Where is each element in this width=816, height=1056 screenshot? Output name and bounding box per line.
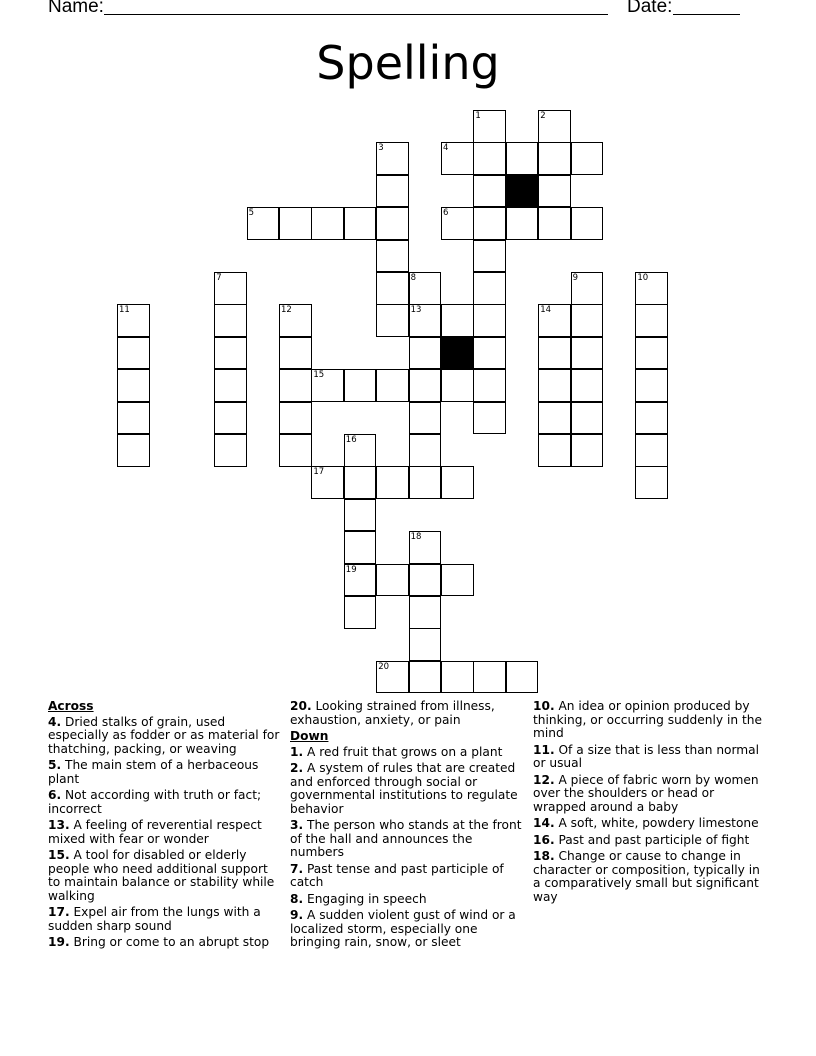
clue-item	[533, 834, 767, 848]
grid-cell[interactable]	[441, 304, 474, 337]
clue-text: A system of rules that are created and enforced through social or governmental institutions to regulate behavior	[290, 761, 518, 816]
clue-item	[48, 789, 282, 816]
grid-cell[interactable]	[376, 304, 409, 337]
grid-cell[interactable]	[635, 434, 668, 467]
clue-text: A soft, white, powdery limestone	[554, 816, 759, 830]
grid-cell[interactable]	[344, 564, 377, 597]
date-label: Date:	[627, 0, 673, 17]
grid-cell[interactable]	[571, 369, 604, 402]
clue-number-label: 15.	[48, 848, 70, 862]
clue-column-3	[533, 700, 767, 907]
grid-cell[interactable]	[279, 207, 312, 240]
grid-cell[interactable]	[279, 402, 312, 435]
clue-number-label: 10.	[533, 699, 555, 713]
grid-cell[interactable]	[571, 304, 604, 337]
grid-cell[interactable]	[279, 369, 312, 402]
grid-cell[interactable]	[117, 337, 150, 370]
clue-number: 15	[313, 370, 325, 381]
grid-cell[interactable]	[538, 304, 571, 337]
grid-cell[interactable]	[473, 175, 506, 208]
clue-item	[290, 863, 524, 890]
grid-cell[interactable]	[635, 466, 668, 499]
worksheet-header	[0, 0, 816, 24]
grid-cell[interactable]	[635, 272, 668, 305]
grid-cell[interactable]	[506, 207, 539, 240]
grid-cell[interactable]	[409, 402, 442, 435]
clue-number: 11	[119, 305, 130, 316]
grid-cell[interactable]	[571, 142, 604, 175]
clue-number-label: 13.	[48, 818, 70, 832]
clue-text: A tool for disabled or elderly people who need additional support to maintain balance or stability while walking	[48, 848, 275, 903]
clue-item	[290, 762, 524, 816]
grid-cell[interactable]	[473, 661, 506, 694]
grid-cell[interactable]	[376, 369, 409, 402]
grid-cell[interactable]	[214, 272, 247, 305]
grid-cell[interactable]	[571, 434, 604, 467]
across-heading: Across	[48, 699, 94, 713]
grid-cell[interactable]	[635, 369, 668, 402]
grid-cell[interactable]	[538, 402, 571, 435]
grid-cell[interactable]	[214, 304, 247, 337]
grid-cell[interactable]	[344, 434, 377, 467]
clue-number: 6	[443, 208, 449, 219]
grid-cell[interactable]	[473, 304, 506, 337]
grid-cell[interactable]	[344, 596, 377, 629]
grid-cell[interactable]	[117, 434, 150, 467]
grid-cell[interactable]	[538, 337, 571, 370]
grid-cell[interactable]	[409, 337, 442, 370]
grid-cell[interactable]	[311, 466, 344, 499]
clue-column-1	[48, 700, 282, 953]
grid-cell[interactable]	[473, 337, 506, 370]
grid-block	[506, 175, 539, 208]
grid-cell[interactable]	[441, 207, 474, 240]
clue-number-label: 20.	[290, 699, 312, 713]
clue-item	[48, 819, 282, 846]
clue-number: 4	[443, 143, 449, 154]
grid-cell[interactable]	[441, 661, 474, 694]
grid-cell[interactable]	[117, 304, 150, 337]
clue-number: 10	[637, 273, 649, 283]
grid-cell[interactable]	[441, 369, 474, 402]
grid-cell[interactable]	[376, 564, 409, 597]
grid-cell[interactable]	[344, 499, 377, 532]
clue-item	[48, 936, 282, 950]
grid-cell[interactable]	[279, 434, 312, 467]
grid-cell[interactable]	[409, 628, 442, 661]
clue-number: 12	[281, 305, 292, 316]
grid-cell[interactable]	[473, 110, 506, 143]
grid-cell[interactable]	[409, 466, 442, 499]
grid-cell[interactable]	[214, 337, 247, 370]
clue-item	[290, 819, 524, 860]
grid-cell[interactable]	[214, 369, 247, 402]
clue-text: Dried stalks of grain, used especially as fodder or as material for thatching, packing, or weaving	[48, 714, 280, 756]
grid-cell[interactable]	[538, 175, 571, 208]
clue-text: Looking strained from illness, exhaustion, anxiety, or pain	[290, 699, 495, 727]
clue-item	[533, 817, 767, 831]
grid-cell[interactable]	[311, 207, 344, 240]
clue-item	[290, 700, 524, 727]
grid-cell[interactable]	[506, 142, 539, 175]
grid-cell[interactable]	[571, 402, 604, 435]
grid-cell[interactable]	[279, 337, 312, 370]
grid-cell[interactable]	[214, 402, 247, 435]
name-field[interactable]	[104, 14, 608, 15]
grid-cell[interactable]	[344, 466, 377, 499]
grid-cell[interactable]	[635, 304, 668, 337]
clue-number: 9	[572, 273, 579, 283]
grid-cell[interactable]	[473, 272, 506, 305]
clue-text: Bring or come to an abrupt stop	[69, 935, 270, 949]
clue-number: 16	[345, 435, 357, 445]
clue-text: Not according with truth or fact; incorrect	[48, 788, 262, 816]
clue-number-label: 6.	[48, 788, 62, 802]
grid-cell[interactable]	[473, 240, 506, 273]
grid-cell[interactable]	[311, 369, 344, 402]
clue-number: 14	[540, 305, 552, 316]
clue-number: 19	[345, 564, 357, 575]
grid-cell[interactable]	[473, 207, 506, 240]
clue-number: 17	[313, 467, 325, 478]
clue-text: Past and past participle of fight	[554, 832, 750, 847]
clue-text: A feeling of reverential respect mixed with fear or wonder	[48, 818, 262, 846]
clue-number: 20	[378, 661, 390, 672]
grid-cell[interactable]	[409, 434, 442, 467]
clue-number-label: 14.	[533, 816, 555, 830]
grid-block	[441, 337, 474, 370]
clue-item	[48, 716, 282, 757]
grid-cell[interactable]	[538, 369, 571, 402]
name-label: Name:	[48, 0, 104, 17]
clue-number-label: 9.	[290, 908, 304, 922]
clue-item	[290, 909, 524, 950]
clue-item	[290, 746, 524, 760]
clue-text: The main stem of a herbaceous plant	[48, 758, 259, 786]
clue-number-label: 1.	[290, 744, 304, 759]
clue-number-label: 19.	[48, 935, 70, 949]
grid-cell[interactable]	[279, 304, 312, 337]
grid-cell[interactable]	[538, 434, 571, 467]
clue-item	[533, 850, 767, 904]
clue-number: 5	[248, 208, 255, 219]
clue-number: 1	[475, 111, 481, 121]
clue-item	[48, 849, 282, 903]
grid-cell[interactable]	[247, 207, 280, 240]
clue-number: 3	[378, 143, 384, 154]
clue-number-label: 16.	[533, 832, 555, 847]
grid-cell[interactable]	[506, 661, 539, 694]
grid-cell[interactable]	[538, 110, 571, 143]
clue-number: 2	[540, 111, 546, 121]
grid-cell[interactable]	[344, 369, 377, 402]
clue-number-label: 11.	[533, 742, 555, 757]
clue-number: 8	[410, 273, 417, 283]
clue-text: Change or cause to change in character or composition, typically in a comparatively small but significant way	[533, 849, 760, 904]
grid-cell[interactable]	[409, 272, 442, 305]
clue-item	[290, 893, 524, 907]
clue-text: A sudden violent gust of wind or a localized storm, especially one bringing rain, snow, or sleet	[290, 908, 516, 949]
grid-cell[interactable]	[441, 466, 474, 499]
clue-number-label: 12.	[533, 772, 555, 787]
date-field[interactable]	[673, 14, 740, 15]
grid-cell[interactable]	[473, 142, 506, 175]
grid-cell[interactable]	[376, 661, 409, 694]
clue-item	[48, 906, 282, 933]
clue-text: An idea or opinion produced by thinking, or occurring suddenly in the mind	[533, 699, 762, 740]
grid-cell[interactable]	[409, 596, 442, 629]
grid-cell[interactable]	[409, 564, 442, 597]
grid-cell[interactable]	[538, 207, 571, 240]
grid-cell[interactable]	[409, 661, 442, 694]
clue-number: 13	[410, 305, 422, 316]
grid-cell[interactable]	[344, 531, 377, 564]
clue-item	[533, 700, 767, 741]
grid-cell[interactable]	[409, 369, 442, 402]
clue-text: The person who stands at the front of the hall and announces the numbers	[290, 818, 522, 859]
clue-item	[533, 744, 767, 771]
clue-text: Expel air from the lungs with a sudden sharp sound	[48, 905, 261, 933]
grid-cell[interactable]	[571, 272, 604, 305]
grid-cell[interactable]	[376, 142, 409, 175]
clue-number-label: 17.	[48, 905, 70, 919]
clue-number-label: 8.	[290, 891, 304, 906]
clue-number-label: 2.	[290, 761, 304, 775]
puzzle-title: Spelling	[316, 36, 500, 90]
grid-cell[interactable]	[473, 402, 506, 435]
grid-cell[interactable]	[538, 142, 571, 175]
grid-cell[interactable]	[409, 531, 442, 564]
grid-cell[interactable]	[376, 466, 409, 499]
clue-number-label: 18.	[533, 849, 555, 863]
grid-cell[interactable]	[635, 402, 668, 435]
grid-cell[interactable]	[409, 304, 442, 337]
down-heading: Down	[290, 729, 329, 743]
clue-number-label: 4.	[48, 714, 62, 729]
grid-cell[interactable]	[376, 240, 409, 273]
grid-cell[interactable]	[376, 175, 409, 208]
clue-text: A red fruit that grows on a plant	[303, 744, 503, 759]
grid-cell[interactable]	[117, 402, 150, 435]
clue-text: Past tense and past participle of catch	[290, 861, 504, 889]
clue-number-label: 7.	[290, 861, 304, 876]
grid-cell[interactable]	[441, 564, 474, 597]
grid-cell[interactable]	[376, 272, 409, 305]
grid-cell[interactable]	[571, 337, 604, 370]
clue-number: 7	[216, 273, 222, 283]
clue-column-2	[290, 700, 524, 953]
grid-cell[interactable]	[473, 369, 506, 402]
clue-text: A piece of fabric worn by women over the shoulders or head or wrapped around a baby	[533, 772, 759, 814]
clue-item	[48, 759, 282, 786]
grid-cell[interactable]	[117, 369, 150, 402]
clue-item	[533, 774, 767, 815]
clue-number-label: 5.	[48, 758, 62, 772]
grid-cell[interactable]	[635, 337, 668, 370]
clue-number-label: 3.	[290, 818, 304, 832]
grid-cell[interactable]	[441, 142, 474, 175]
clue-text: Engaging in speech	[303, 891, 427, 906]
clue-text: Of a size that is less than normal or usual	[533, 742, 760, 770]
grid-cell[interactable]	[344, 207, 377, 240]
grid-cell[interactable]	[376, 207, 409, 240]
grid-cell[interactable]	[214, 434, 247, 467]
clue-number: 18	[410, 532, 422, 543]
grid-cell[interactable]	[571, 207, 604, 240]
